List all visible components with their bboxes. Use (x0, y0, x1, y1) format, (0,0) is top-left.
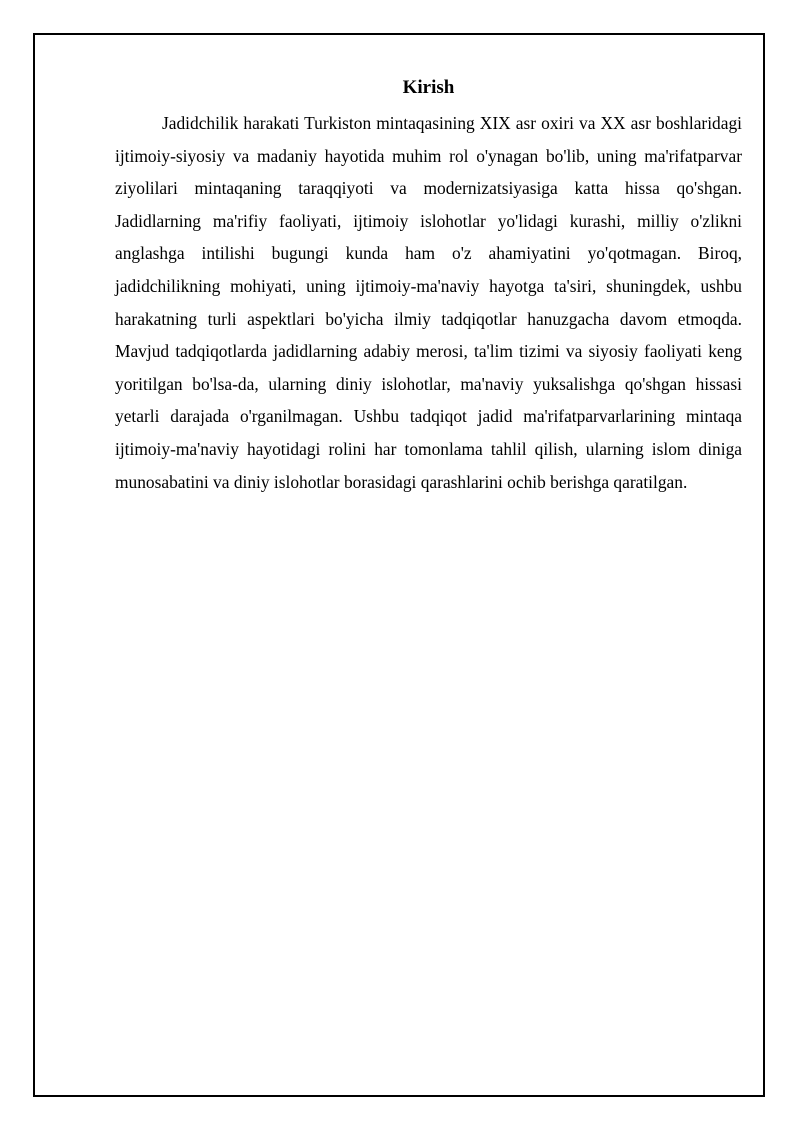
section-title: Kirish (402, 77, 455, 98)
body-paragraph: Jadidchilik harakati Turkiston mintaqasining XIX asr oxiri va XX asr boshlaridagi ijtimoiy-siyosiy va madaniy hayotida muhim rol o'ynagan bo'lib, uning ma'rifatparvar ziyolilari mintaqaning taraqqiyoti va modernizatsiyasiga katta hissa qo'shgan. Jadidlarning ma'rifiy faoliyati, ijtimoiy islohotlar yo'lidagi kurashi, milliy o'zlikni anglashga intilishi bugungi kunda ham o'z ahamiyatini yo'qotmagan. Biroq, jadidchilikning mohiyati, uning ijtimoiy-ma'naviy hayotga ta'siri, shuningdek, ushbu harakatning turli aspektlari bo'yicha ilmiy tadqiqotlar hanuzgacha davom etmoqda. Mavjud tadqiqotlarda jadidlarning adabiy merosi, ta'lim tizimi va siyosiy faoliyati keng yoritilgan bo'lsa-da, ularning diniy islohotlar, ma'naviy yuksalishga qo'shgan hissasi yetarli darajada o'rganilmagan. Ushbu tadqiqot jadid ma'rifatparvarlarining mintaqa ijtimoiy-ma'naviy hayotidagi rolini har tomonlama tahlil qilish, ularning islom diniga munosabatini va diniy islohotlar borasidagi qarashlarini ochib berishga qaratilgan. (115, 113, 742, 492)
document-body (115, 74, 742, 498)
